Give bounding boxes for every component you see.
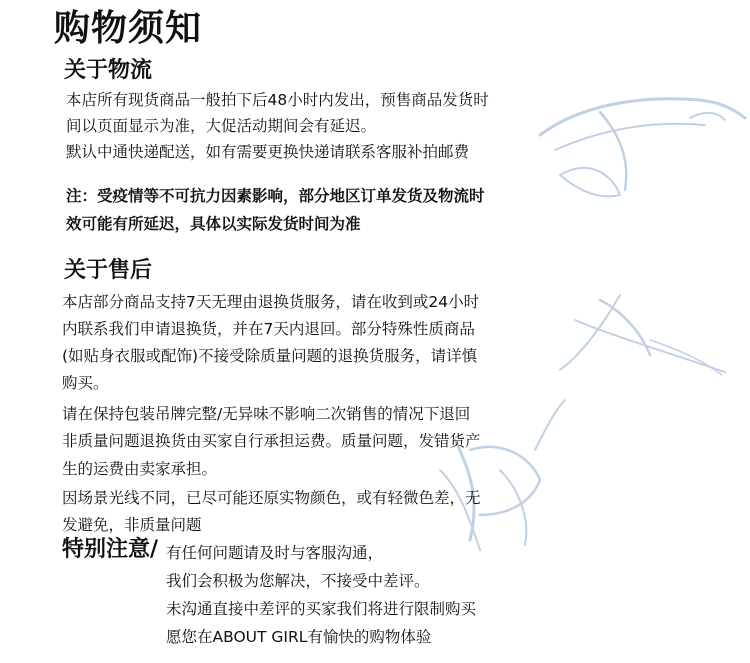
special-notice-line: 愿您在ABOUT GIRL有愉快的购物体验 xyxy=(166,628,432,646)
after-sales-heading: 关于售后 xyxy=(64,258,153,283)
after-sales-line: (如贴身衣服或配饰)不接受除质量问题的退换货服务，请详慎 xyxy=(62,347,478,365)
after-sales-line: 发避免，非质量问题 xyxy=(62,516,202,534)
after-sales-line: 非质量问题退换货由买家自行承担运费。质量问题，发错货产 xyxy=(62,432,481,450)
after-sales-line: 请在保持包装吊牌完整/无异味不影响二次销售的情况下退回 xyxy=(62,405,471,423)
logistics-note-line: 注：受疫情等不可抗力因素影响，部分地区订单发货及物流时 xyxy=(66,187,485,205)
after-sales-line: 生的运费由卖家承担。 xyxy=(62,460,218,478)
logistics-line: 默认中通快递配送，如有需要更换快递请联系客服补拍邮费 xyxy=(66,143,470,161)
logistics-line: 本店所有现货商品一般拍下后48小时内发出，预售商品发货时 xyxy=(66,91,489,109)
logistics-note-line: 效可能有所延迟，具体以实际发货时间为准 xyxy=(66,215,361,233)
special-notice-line: 有任何问题请及时与客服沟通， xyxy=(166,544,384,562)
special-notice-heading: 特别注意/ xyxy=(62,537,159,562)
after-sales-line: 购买。 xyxy=(62,374,109,392)
after-sales-line: 因场景光线不同，已尽可能还原实物颜色，或有轻微色差，无 xyxy=(62,489,481,507)
logistics-line: 间以页面显示为准，大促活动期间会有延迟。 xyxy=(66,117,377,135)
special-notice-line: 我们会积极为您解决，不接受中差评。 xyxy=(166,572,430,590)
after-sales-line: 本店部分商品支持7天无理由退换货服务，请在收到或24小时 xyxy=(62,293,480,311)
logistics-heading: 关于物流 xyxy=(64,58,153,83)
page-title: 购物须知 xyxy=(54,8,203,49)
special-notice-line: 未沟通直接中差评的买家我们将进行限制购买 xyxy=(166,600,477,618)
after-sales-line: 内联系我们申请退换货，并在7天内退回。部分特殊性质商品 xyxy=(62,320,475,338)
